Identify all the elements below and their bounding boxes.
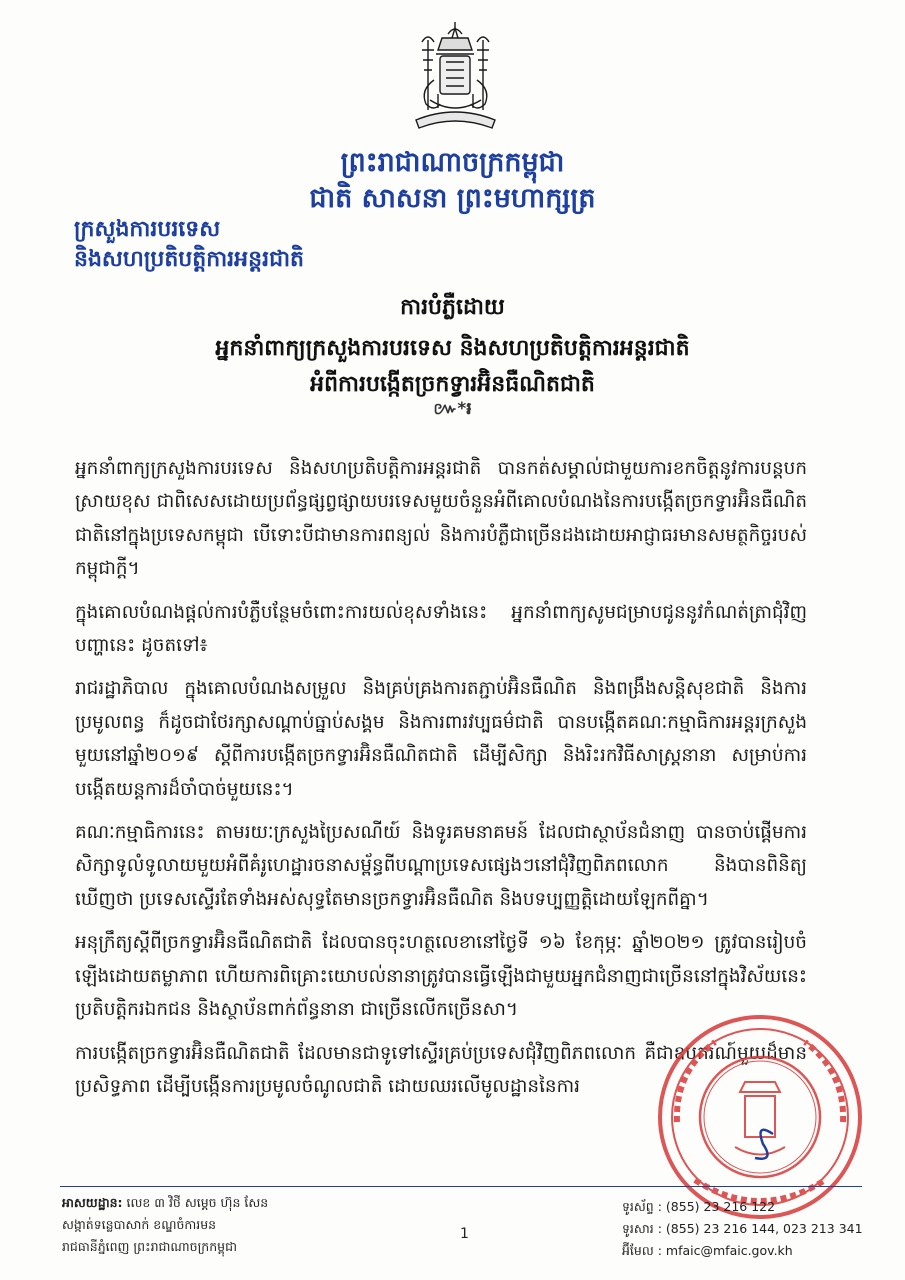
body-paragraph: ក្នុងគោលបំណងផ្តល់ការបំភ្លឺបន្ថែមចំពោះការយល់ខុសទាំងនេះ អ្នកនាំពាក្យសូមជម្រាបជូននូវកំណត់ត្រាជុំវិញបញ្ហានេះ ដូចតទៅ៖ — [75, 601, 807, 657]
footer-address — [62, 1192, 268, 1258]
document-title-line2: អ្នកនាំពាក្យក្រសួងការបរទេស និងសហប្រតិបត្តិការអន្តរជាតិ — [215, 336, 690, 361]
address-line3: រាជធានីភ្នំពេញ ព្រះរាជាណាចក្រកម្ពុជា — [62, 1239, 237, 1254]
page-number: 1 — [460, 1226, 469, 1242]
royal-emblem-icon — [408, 20, 503, 138]
document-title-line1: ការបំភ្លឺដោយ — [400, 295, 505, 320]
phone-label: ទូរស័ព្ទ : — [622, 1199, 662, 1214]
ministry-name-line1: ក្រសួងការបរទេស — [74, 217, 221, 242]
footer-contact — [622, 1196, 863, 1262]
address-line2: សង្កាត់ទន្លេបាសាក់ ខណ្ឌចំការមន — [62, 1217, 217, 1232]
document-title-line3: អំពីការបង្កើតច្រកទ្វារអ៊ិនធឺណិតជាតិ — [310, 372, 595, 397]
body-paragraph: អ្នកនាំពាក្យក្រសួងការបរទេស និងសហប្រតិបត្តិការអន្តរជាតិ បានកត់សម្គាល់ជាមួយការខកចិត្តនូវការបន្តបកស្រាយខុស ជាពិសេសដោយប្រព័ន្ធផ្សព្វផ្សាយបរទេសមួយចំនួនអំពីគោលបំណងនៃការបង្កើតច្រកទ្វារអ៊ិនធឺណិតជាតិនៅក្នុងប្រទេសកម្ពុជា បើទោះបីជាមានការពន្យល់ និងការបំភ្លឺជាច្រើនដងដោយអាជ្ញាធរមានសមត្ថកិច្ចរបស់កម្ពុជាក្តី។ — [75, 458, 807, 580]
address-line1: លេខ ៣ វិថី សម្តេច ហ៊ុន សែន — [126, 1195, 269, 1210]
fax-label: ទូរសារ : — [622, 1221, 662, 1236]
body-paragraph: អនុក្រឹត្យស្តីពីច្រកទ្វារអ៊ិនធឺណិតជាតិ ដែលបានចុះហត្ថលេខានៅថ្ងៃទី ១៦ ខែកុម្ភៈ ឆ្នាំ២០២១ ត្រូវបានរៀបចំឡើងដោយតម្លាភាព ហើយការពិគ្រោះយោបល់នានាត្រូវបានធ្វើឡើងជាមួយអ្នកជំនាញជាច្រើននៅក្នុងវិស័យនេះ ប្រតិបត្តិករឯកជន និងស្ថាប័នពាក់ព័ន្ធនានា ជាច្រើនលើកច្រើនសា។ — [75, 932, 807, 1021]
body-paragraph: ការបង្កើតច្រកទ្វារអ៊ិនធឺណិតជាតិ ដែលមានជាទូទៅស្ទើរគ្រប់ប្រទេសជុំវិញពិភពលោក គឺជាឧបករណ៍មួយដ៏មានប្រសិទ្ធភាព ដើម្បីបង្កើនការប្រមូលចំណូលជាតិ ដោយឈរលើមូលដ្ឋាននៃការ — [75, 1042, 807, 1097]
kingdom-name: ព្រះរាជាណាចក្រកម្ពុជា — [340, 147, 565, 178]
title-ornament: ៚*៛ — [433, 399, 472, 419]
email-label: អ៊ីមែល : — [622, 1243, 662, 1258]
address-label: អាសយដ្ឋាន: — [62, 1195, 123, 1210]
official-seal-icon — [655, 1012, 865, 1222]
fax-value: (855) 23 216 144, 023 213 341 — [665, 1221, 863, 1236]
body-paragraph: រាជរដ្ឋាភិបាល ក្នុងគោលបំណងសម្រួល និងគ្រប់គ្រងការតភ្ជាប់អ៊ិនធឺណិត និងពង្រឹងសន្តិសុខជាតិ និងការប្រមូលពន្ធ ក៏ដូចជាថែរក្សាសណ្តាប់ធ្នាប់សង្គម និងការពារវប្បធម៌ជាតិ បានបង្កើតគណៈកម្មាធិការអន្តរក្រសួងមួយនៅឆ្នាំ២០១៩ ស្តីពីការបង្កើតច្រកទ្វារអ៊ិនធឺណិតជាតិ ដើម្បីសិក្សា និងរិះរកវិធីសាស្ត្រនានា សម្រាប់ការបង្កើតយន្តការដ៏ចាំបាច់មួយនេះ។ — [75, 678, 807, 800]
footer-divider — [60, 1186, 862, 1187]
email-value[interactable]: mfaic@mfaic.gov.kh — [665, 1243, 793, 1258]
ministry-name-line2: និងសហប្រតិបត្តិការអន្តរជាតិ — [74, 247, 304, 272]
body-paragraph: គណៈកម្មាធិការនេះ តាមរយៈក្រសួងប្រៃសណីយ៍ និងទូរគមនាគមន៍ ដែលជាស្ថាប័នជំនាញ បានចាប់ផ្តើមការសិក្សាទូលំទូលាយមួយអំពីគំរូហេដ្ឋារចនាសម្ព័ន្ធពីបណ្តាប្រទេសផ្សេងៗនៅជុំវិញពិភពលោក និងបានពិនិត្យឃើញថា ប្រទេសស្ទើរតែទាំងអស់សុទ្ធតែមានច្រកទ្វារអ៊ិនធឺណិត និងបទប្បញ្ញត្តិដោយឡែកពីគ្នា។ — [75, 822, 807, 910]
national-motto: ជាតិ សាសនា ព្រះមហាក្សត្រ — [309, 183, 596, 214]
phone-value: (855) 23 216 122 — [665, 1199, 776, 1214]
